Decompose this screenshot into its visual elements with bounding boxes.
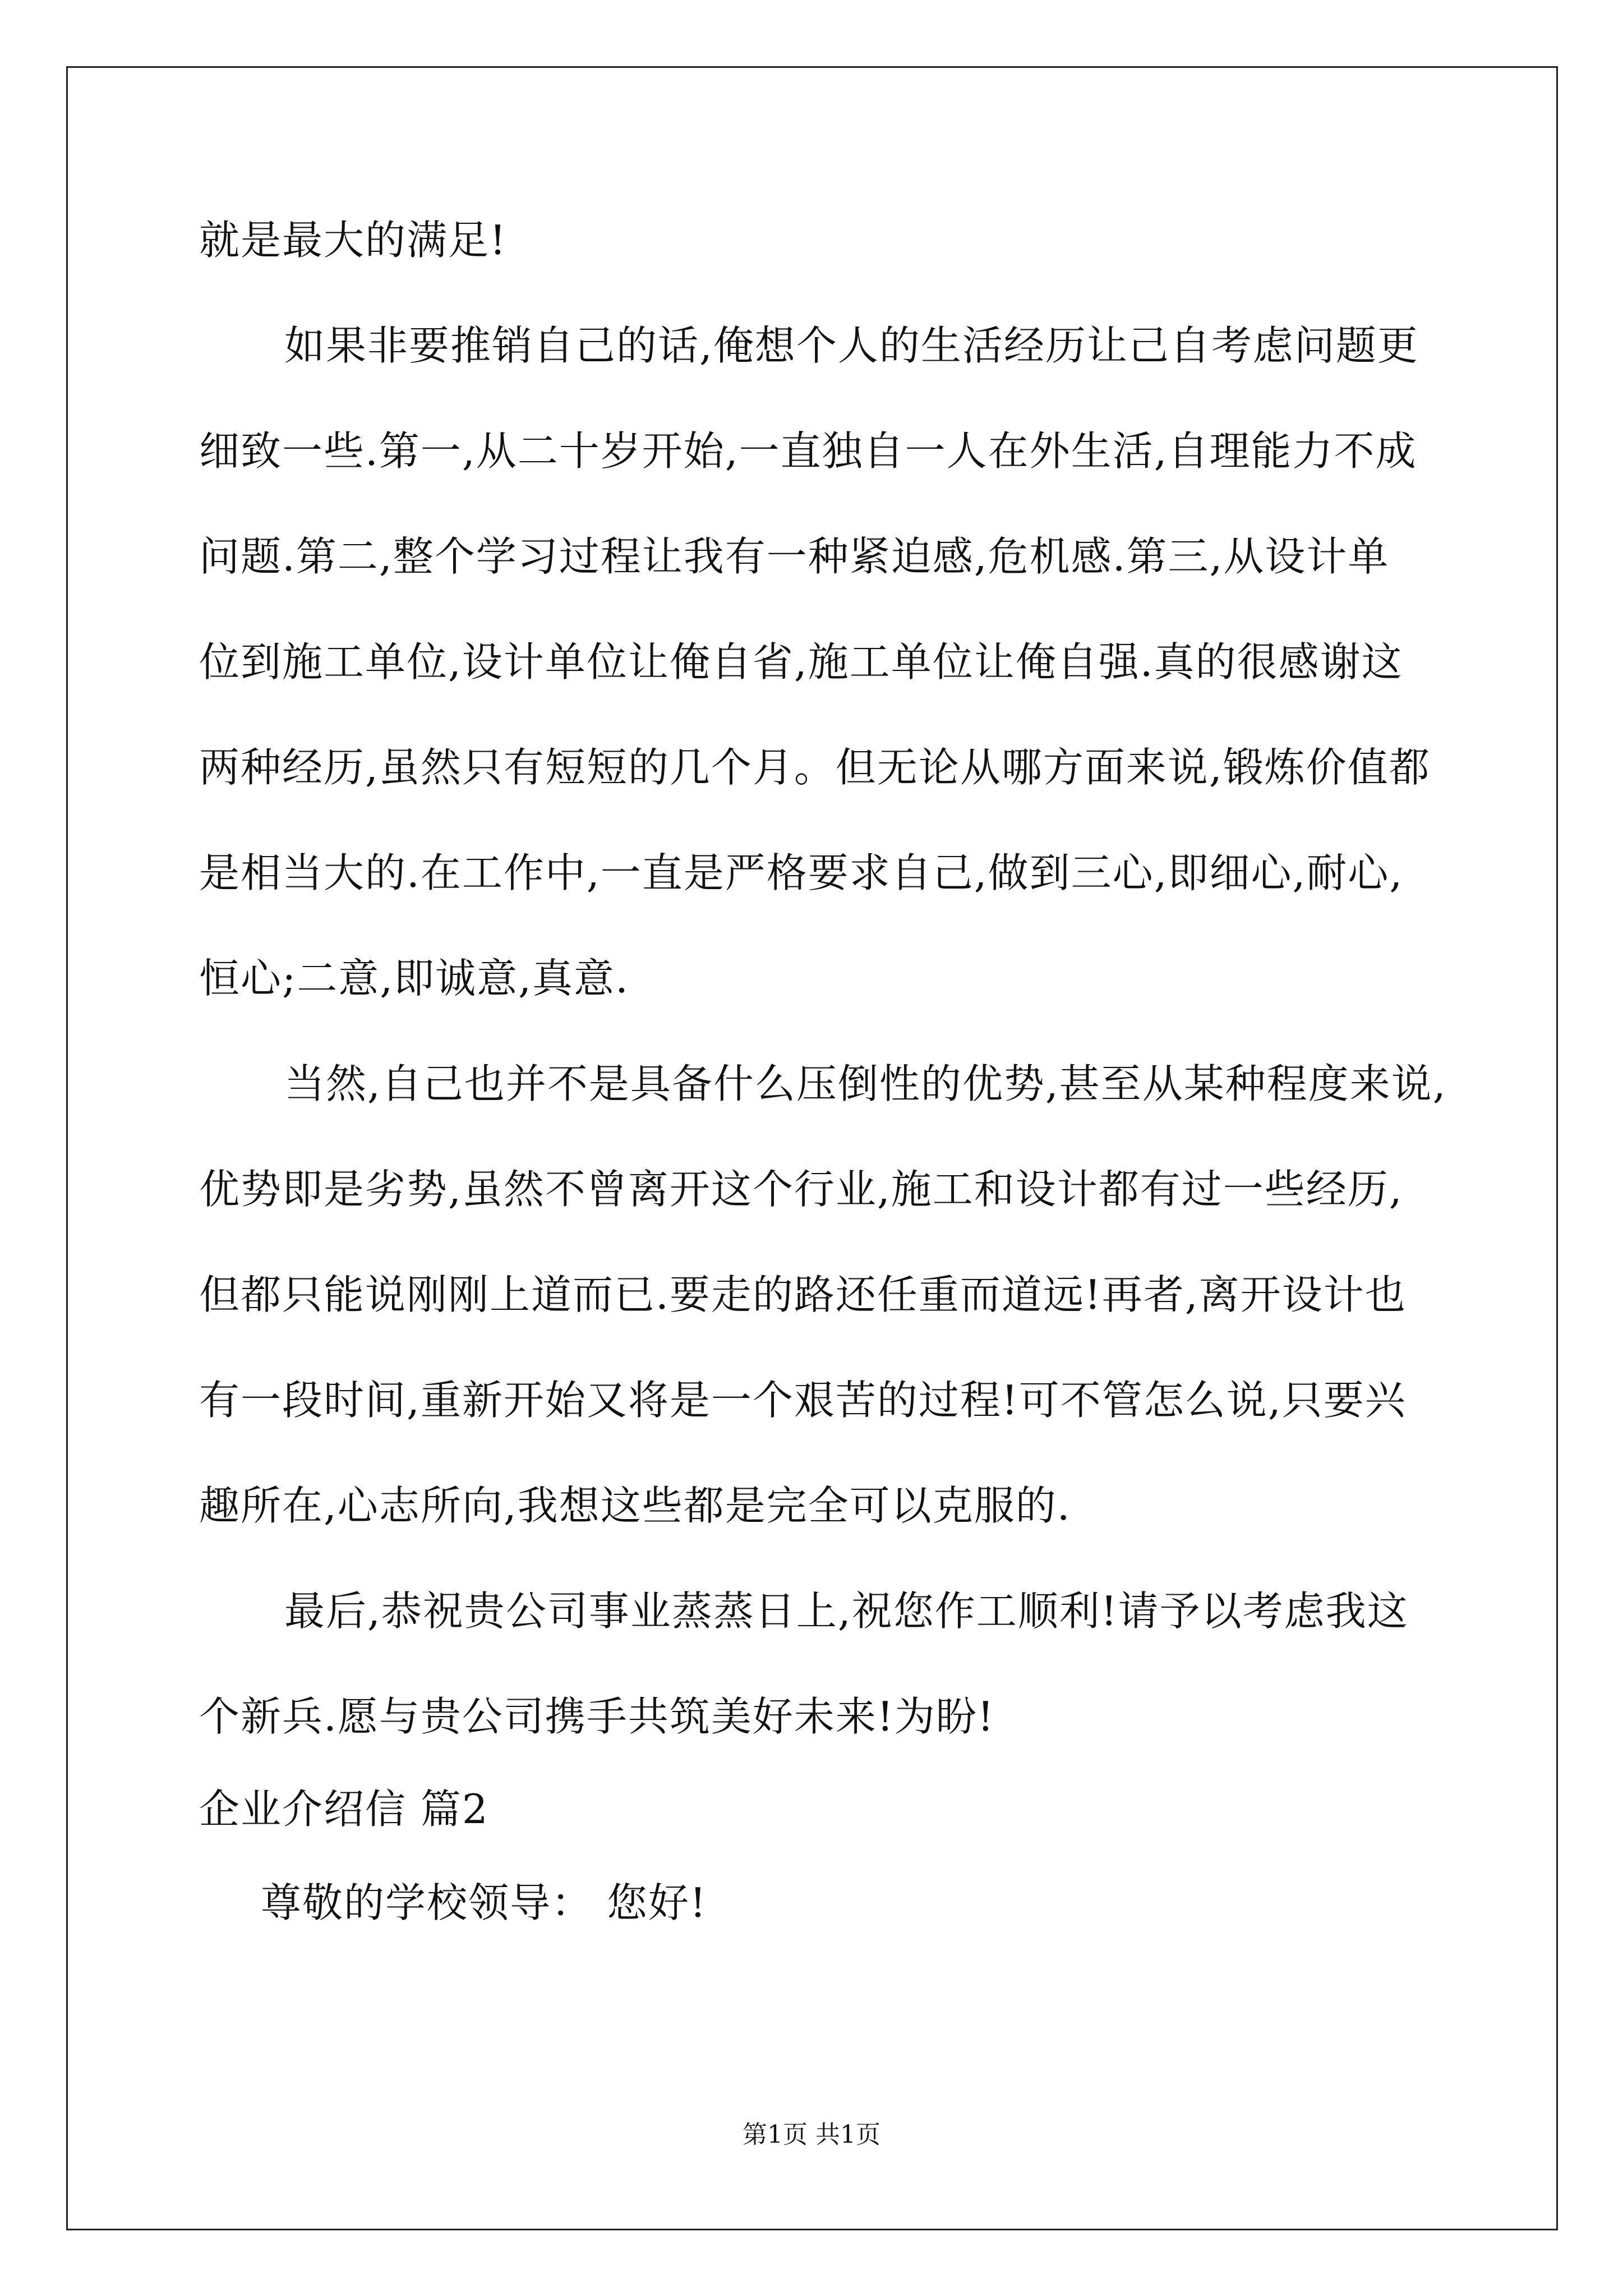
greeting-line: 尊敬的学校领导： 您好! [261,1879,707,1926]
paragraph-line: 个新兵.愿与贵公司携手共筑美好未来!为盼! [199,1693,995,1740]
paragraph-line: 如果非要推销自己的话,俺想个人的生活经历让己自考虑问题更 [284,322,1419,369]
paragraph-line: 优势即是劣势,虽然不曾离开这个行业,施工和设计都有过一些经历, [199,1166,1403,1213]
paragraph-line: 但都只能说刚刚上道而已.要走的路还任重而道远!再者,离开设计也 [199,1271,1407,1318]
paragraph-line: 当然,自己也并不是具备什么压倒性的优势,甚至从某种程度来说, [284,1060,1447,1107]
paragraph-line: 问题.第二,整个学习过程让我有一种紧迫感,危机感.第三,从设计单 [199,533,1390,580]
paragraph-line: 恒心;二意,即诚意,真意. [199,955,629,1002]
paragraph-line: 两种经历,虽然只有短短的几个月。但无论从哪方面来说,锻炼价值都 [199,744,1431,791]
paragraph-line: 就是最大的满足! [199,217,507,264]
page-footer: 第1页 共1页 [743,2120,880,2149]
paragraph-line: 是相当大的.在工作中,一直是严格要求自己,做到三心,即细心,耐心, [199,849,1404,896]
paragraph-line: 趣所在,心志所向,我想这些都是完全可以克服的. [199,1482,1071,1529]
paragraph-line: 有一段时间,重新开始又将是一个艰苦的过程!可不管怎么说,只要兴 [199,1377,1407,1424]
paragraph-line: 位到施工单位,设计单位让俺自省,施工单位让俺自强.真的很感谢这 [199,638,1403,685]
paragraph-line: 细致一些.第一,从二十岁开始,一直独自一人在外生活,自理能力不成 [199,427,1417,475]
section-heading: 企业介绍信 篇2 [199,1786,489,1833]
paragraph-line: 最后,恭祝贵公司事业蒸蒸日上,祝您作工顺利!请予以考虑我这 [284,1588,1409,1635]
